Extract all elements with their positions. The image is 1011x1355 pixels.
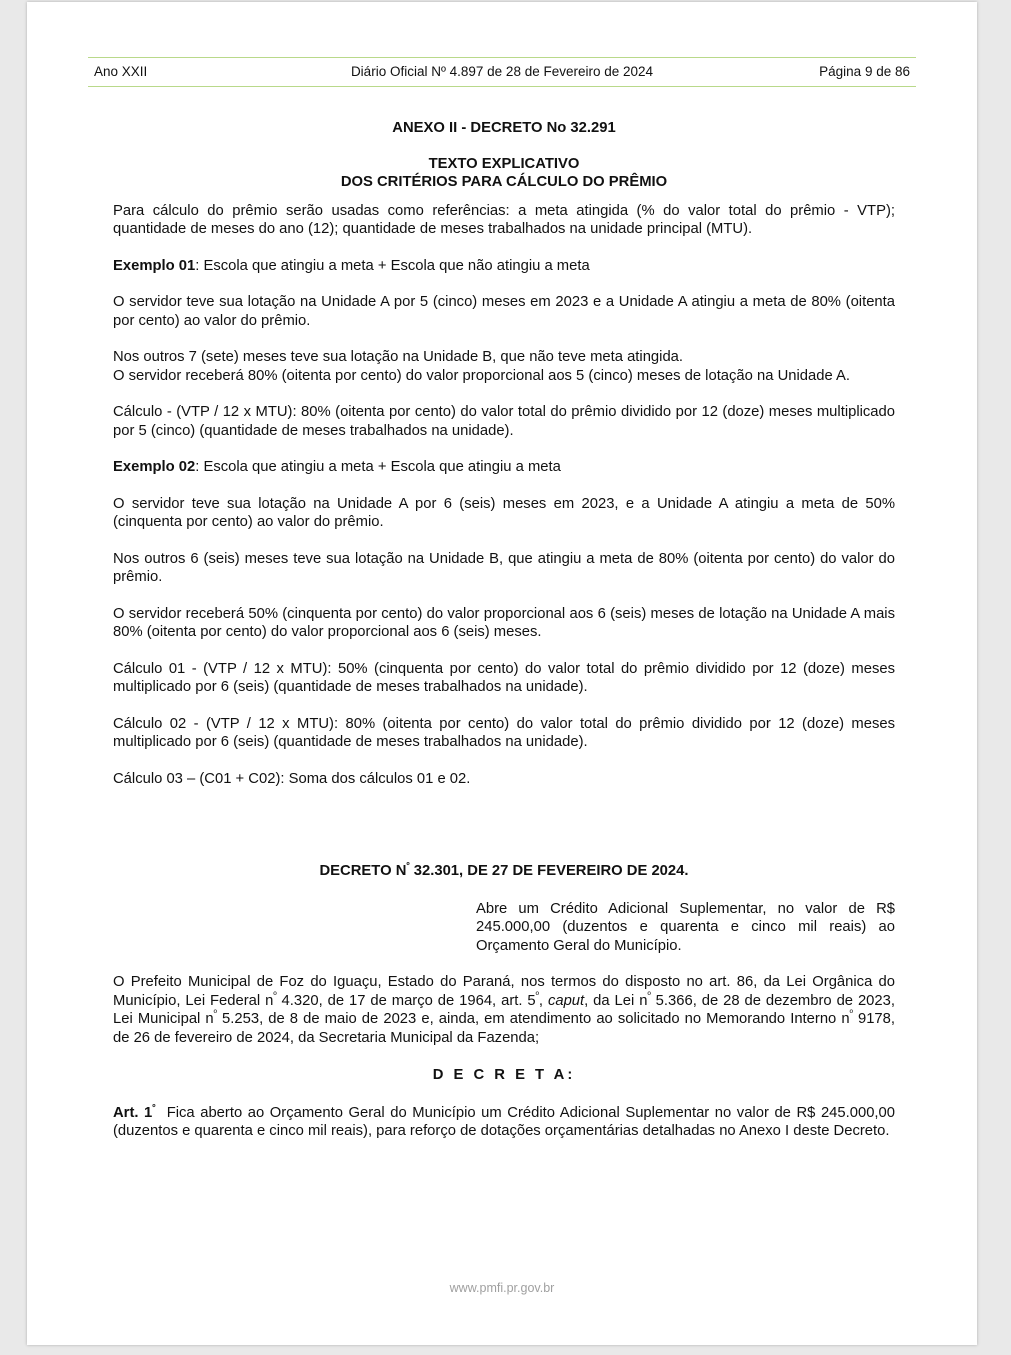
header-page-number: Página 9 de 86 xyxy=(819,64,910,79)
decree-title xyxy=(113,862,895,881)
intro-line-1: Para cálculo do prêmio serão usadas como referências: a meta atingida (% do valor total do prêmio - VTP); xyxy=(113,202,895,219)
preamble-text-1: O Prefeito Municipal de Foz do Iguaçu, Estado do Paraná, nos termos do disposto no art. 86, da Lei Orgânica do Município, Lei Federal n xyxy=(113,974,895,1009)
header-year: Ano XXII xyxy=(94,64,148,79)
example-01-calculation: Cálculo - (VTP / 12 x MTU): 80% (oitenta por cento) do valor total do prêmio dividido por 12 (doze) meses multiplicado por 5 (cinco) (quantidade de meses trabalhados na unidade). xyxy=(113,404,895,439)
example-02-paragraph-1: O servidor teve sua lotação na Unidade A por 6 (seis) meses em 2023, e a Unidade A atingiu a meta de 50% (cinquenta por cento) ao valor do prêmio. xyxy=(113,495,895,530)
preamble-text-2: 4.320, de 17 de março de 1964, art. 5 xyxy=(276,992,536,1009)
page-content xyxy=(113,119,900,1141)
preamble-ordinal-2: º xyxy=(535,989,539,1000)
preamble-caput: caput xyxy=(547,992,585,1009)
footer-website xyxy=(27,1281,977,1295)
preamble-ordinal-1: º xyxy=(273,989,277,1000)
intro-line-2: quantidade de meses do ano (12); quantidade de meses trabalhados na unidade principal (MTU). xyxy=(113,221,753,237)
annex-subtitle-line-1: TEXTO EXPLICATIVO xyxy=(428,155,580,172)
preamble-ordinal-4: º xyxy=(213,1008,217,1018)
header-edition: Diário Oficial Nº 4.897 de 28 de Fevereiro de 2024 xyxy=(350,64,654,79)
example-01-heading xyxy=(113,257,895,276)
example-01-paragraph-2b: O servidor receberá 80% (oitenta por cento) do valor proporcional aos 5 (cinco) meses de lotação na Unidade A. xyxy=(113,367,850,384)
preamble-ordinal-3: º xyxy=(647,989,651,1000)
example-02-label: Exemplo 02 xyxy=(113,459,196,475)
example-02-title: : Escola que atingiu a meta + Escola que atingiu a meta xyxy=(195,459,561,475)
decree-preamble xyxy=(113,973,895,1047)
decree-title-number-date: 32.301, DE 27 DE FEVEREIRO DE 2024. xyxy=(409,863,689,879)
article-1 xyxy=(113,1101,900,1141)
example-02-paragraph-3: O servidor receberá 50% (cinquenta por cento) do valor proporcional aos 6 (seis) meses de lotação na Unidade A mais 80% (oitenta por cento) do valor proporcional aos 6 (seis) meses. xyxy=(113,605,895,640)
footer-url[interactable]: www.pmfi.pr.gov.br xyxy=(449,1281,555,1295)
preamble-text-3: , xyxy=(538,992,548,1009)
example-02-calculation-3: Cálculo 03 – (C01 + C02): Soma dos cálculos 01 e 02. xyxy=(113,770,471,787)
article-1-ordinal: º xyxy=(152,1101,156,1112)
article-1-text: Fica aberto ao Orçamento Geral do Município um Crédito Adicional Suplementar no valor de R$ 245.000,00 (duzentos e quarenta e cinco mil reais), para reforço de dotações orçamentárias detalhadas no Anexo I deste Decreto. xyxy=(113,1104,900,1139)
example-01-paragraph-2a: Nos outros 7 (sete) meses teve sua lotação na Unidade B, que não teve meta atingida. xyxy=(113,349,684,365)
decree-title-text: DECRETO N xyxy=(319,863,407,879)
preamble-text-6: 5.253, de 8 de maio de 2023 e, ainda, em atendimento ao solicitado no Memorando Interno n xyxy=(216,1011,850,1027)
page-header xyxy=(88,57,916,87)
example-02-heading xyxy=(113,458,895,477)
example-01-label: Exemplo 01 xyxy=(113,257,196,274)
decree-title-ordinal: º xyxy=(406,860,410,870)
article-1-label: Art. $1^º$ xyxy=(113,1101,156,1121)
document-page xyxy=(27,2,977,1345)
annex-title: ANEXO II - DECRETO No 32.291 xyxy=(392,120,616,136)
preamble-text-7: 9178, de 26 de fevereiro de 2024, da Secretaria Municipal da Fazenda; xyxy=(113,1011,896,1046)
preamble-ordinal-5: º xyxy=(849,1008,853,1018)
example-02-paragraph-2: Nos outros 6 (seis) meses teve sua lotação na Unidade B, que atingiu a meta de 80% (oitenta por cento) do valor do prêmio. xyxy=(113,550,895,585)
annex-subtitle-line-2: DOS CRITÉRIOS PARA CÁLCULO DO PRÊMIO xyxy=(340,174,668,190)
example-02-calculation-2: Cálculo 02 - (VTP / 12 x MTU): 80% (oitenta por cento) do valor total do prêmio dividido por 12 (doze) meses multiplicado por 6 (seis) (quantidade de meses trabalhados na unidade). xyxy=(113,715,895,750)
preamble-text-4: , da Lei n xyxy=(584,992,648,1009)
decreta-heading: D E C R E T A: xyxy=(432,1067,576,1083)
annex-intro xyxy=(113,202,895,239)
decree-ementa: Abre um Crédito Adicional Suplementar, no valor de R$ 245.000,00 (duzentos e quarenta e cinco mil reais) ao Orçamento Geral do Município. xyxy=(476,900,895,954)
example-01-paragraph-1: O servidor teve sua lotação na Unidade A por 5 (cinco) meses em 2023 e a Unidade A atingiu a meta de 80% (oitenta por cento) ao valor do prêmio. xyxy=(113,294,895,329)
preamble-text-5: 5.366, de 28 de dezembro de 2023, Lei Municipal n xyxy=(113,992,895,1027)
example-01-title: : Escola que atingiu a meta + Escola que não atingiu a meta xyxy=(195,257,590,274)
example-02-calculation-1: Cálculo 01 - (VTP / 12 x MTU): 50% (cinquenta por cento) do valor total do prêmio dividido por 12 (doze) meses multiplicado por 6 (seis) (quantidade de meses trabalhados na unidade). xyxy=(113,660,895,695)
